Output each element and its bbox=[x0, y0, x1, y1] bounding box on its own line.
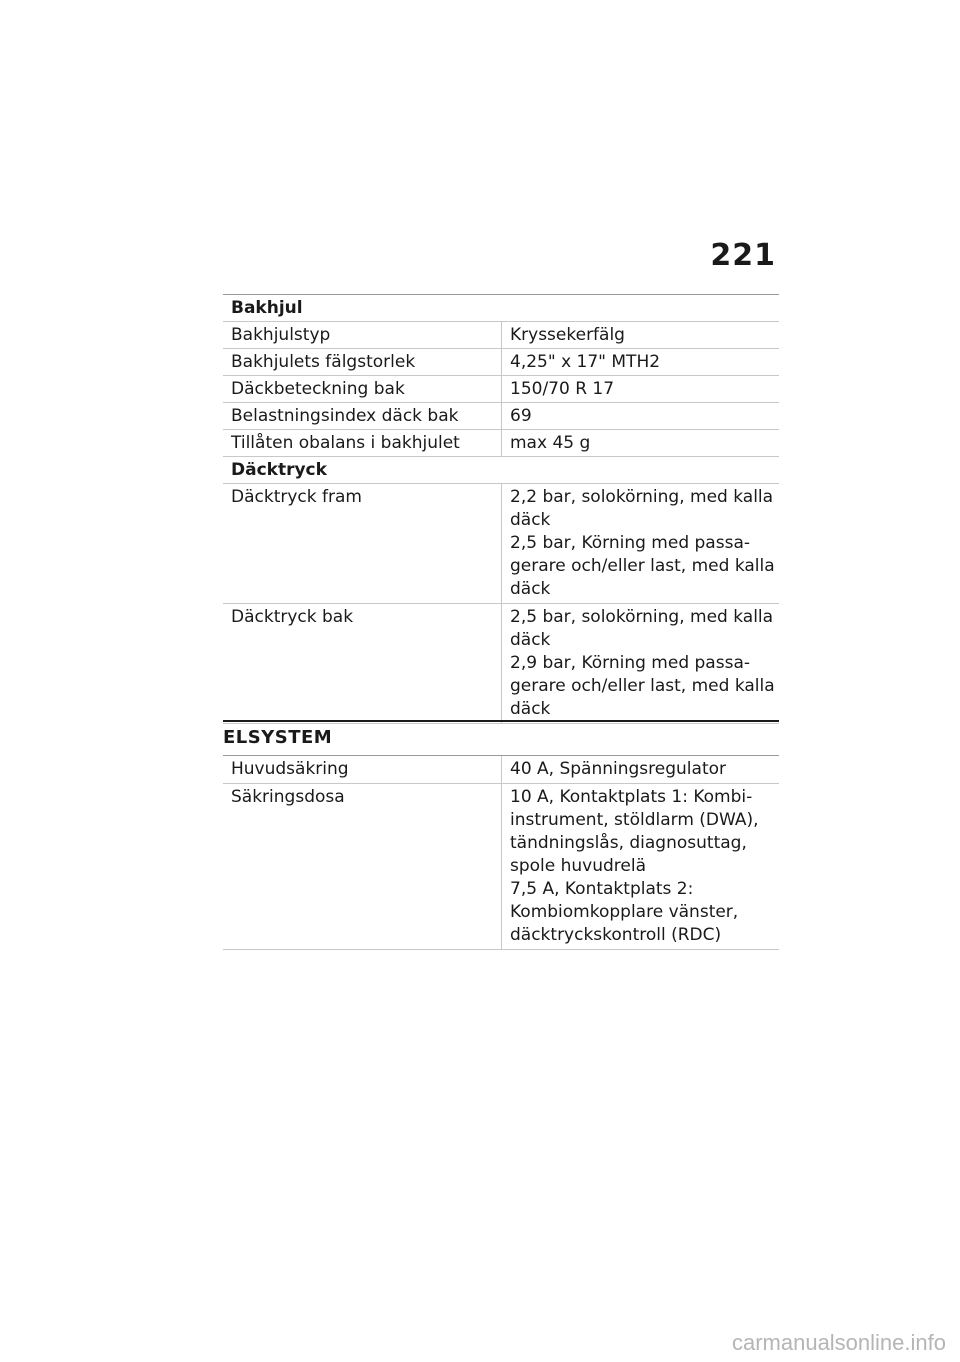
specs-table-electrical bbox=[223, 755, 779, 950]
value-line: Kombiomkopplare vänster, bbox=[510, 902, 739, 922]
row-value: Kryssekerfälg bbox=[501, 322, 779, 348]
row-value bbox=[501, 784, 779, 949]
table-row bbox=[223, 349, 779, 376]
value-line: däck bbox=[510, 699, 551, 719]
section-elsystem bbox=[223, 720, 779, 756]
value-line: 2,9 bar, Körning med passa- bbox=[510, 653, 750, 673]
row-label: Däcktryck bak bbox=[231, 607, 354, 627]
table-row bbox=[223, 322, 779, 349]
row-value: max 45 g bbox=[501, 430, 779, 456]
row-label: Tillåten obalans i bakhjulet bbox=[231, 433, 460, 453]
row-label: Bakhjulstyp bbox=[231, 325, 331, 345]
row-value bbox=[501, 756, 779, 783]
specs-table-wheels bbox=[223, 294, 779, 724]
row-label: Däckbeteckning bak bbox=[231, 379, 405, 399]
table-row bbox=[223, 604, 779, 724]
value-line: däck bbox=[510, 510, 551, 530]
table-row bbox=[223, 484, 779, 604]
table-row bbox=[223, 403, 779, 430]
page-number: 221 bbox=[710, 238, 776, 273]
row-label: Säkringsdosa bbox=[231, 787, 345, 807]
table-row bbox=[223, 430, 779, 457]
row-label: Bakhjulets fälgstorlek bbox=[231, 352, 416, 372]
table-row bbox=[223, 784, 779, 950]
row-label: Huvudsäkring bbox=[231, 759, 349, 779]
value-line: 2,5 bar, Körning med passa- bbox=[510, 533, 750, 553]
value-line: däck bbox=[510, 630, 551, 650]
table-row bbox=[223, 756, 779, 784]
value-line: däcktryckskontroll (RDC) bbox=[510, 925, 722, 945]
value-line: däck bbox=[510, 579, 551, 599]
watermark: carmanualsonline.info bbox=[731, 1330, 946, 1355]
table-row bbox=[223, 376, 779, 403]
value-line: tändningslås, diagnosuttag, bbox=[510, 833, 747, 853]
value-line: 40 A, Spänningsregulator bbox=[510, 759, 727, 779]
row-value bbox=[501, 604, 779, 723]
value-line: 7,5 A, Kontaktplats 2: bbox=[510, 879, 694, 899]
row-label: Däcktryck fram bbox=[231, 487, 362, 507]
value-line: spole huvudrelä bbox=[510, 856, 647, 876]
value-line: 10 A, Kontaktplats 1: Kombi- bbox=[510, 787, 753, 807]
row-label: Belastningsindex däck bak bbox=[231, 406, 459, 426]
row-value: 4,25" x 17" MTH2 bbox=[501, 349, 779, 375]
subheading-bakhjul: Bakhjul bbox=[223, 295, 779, 322]
value-line: 2,5 bar, solokörning, med kalla bbox=[510, 607, 774, 627]
section-title: ELSYSTEM bbox=[223, 727, 333, 748]
row-value: 150/70 R 17 bbox=[501, 376, 779, 402]
subheading-dacktryck: Däcktryck bbox=[223, 457, 779, 484]
value-line: instrument, stöldlarm (DWA), bbox=[510, 810, 759, 830]
value-line: 2,2 bar, solokörning, med kalla bbox=[510, 487, 774, 507]
row-value bbox=[501, 484, 779, 603]
row-value: 69 bbox=[501, 403, 779, 429]
value-line: gerare och/eller last, med kalla bbox=[510, 676, 775, 696]
value-line: gerare och/eller last, med kalla bbox=[510, 556, 775, 576]
